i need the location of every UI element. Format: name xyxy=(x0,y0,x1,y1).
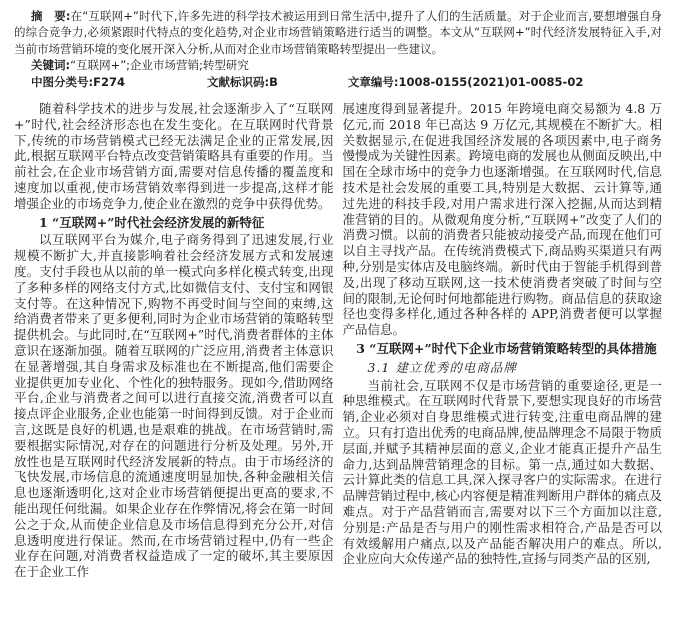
keywords-label: 关键词: xyxy=(31,58,71,73)
section1-heading: 1 “互联网+”时代社会经济发展的新特征 xyxy=(39,214,265,230)
clc-label: 中图分类号: xyxy=(31,74,94,89)
section3-1-paragraph: 当前社会,互联网不仅是市场营销的重要途径,更是一种思维模式。在互联网时代背景下,要想实现良好的市场营销,企业必须对自身思维模式进行转变,注重电商品牌的建立。只有打造出优秀的电商品牌,使品牌理念不局限于物质层面,并赋予其精神层面的意义,企业才能真正提升产品生命力,达到品牌营销理念的目标。第一点,通过如大数据、云计算此类的信息工具,深入探寻客户的实际需求。在进行品牌营销过程中,核心内容便是精准判断用户群体的痛点及难点。对于产品营销而言,需要对以下三个方面加以注意,分别是:产品是否与用户的刚性需求相符合,产品是否可以有效缓解用户痛点,以及产品能否解决用户的难点。所以,企业应向大众传递产品的独特性,宣扬与同类产品的区别, xyxy=(342,377,662,567)
section1-paragraph: 以互联网平台为媒介,电子商务得到了迅速发展,行业规模不断扩大,并直接影响着社会经济发展方式和发展速度。支付手段也从以前的单一模式向多样化模式转变,出现了多种多样的网络支付方式,比如微信支付、支付宝和网银支付等。在这种情况下,购物不再受时间与空间的束缚,这给消费者带来了更多便利,同时为企业市场营销的策略转型提供机会。与此同时,在“互联网+”时代,消费者群体的主体意识在逐渐加强。随着互联网的广泛应用,消费者主体意识在显著增强,其自身需求及标准也在不断提高,他们需要企业提供更加专业化、个性化的独特服务。现如今,借助网络平台,企业与消费者之间可以进行直接交流,消费者可以直接点评企业服务,企业也能第一时间得到反馈。对于企业而言,这既是良好的机遇,也是艰难的挑战。在市场营销时,需要根据实际情况,对存在的问题进行分析及处理。另外,开放性也是互联网时代经济发展新的特点。由于市场经济的飞快发展,市场信息的流通速度明显加快,各种金融相关信息也逐渐透明化,这对企业市场营销便提出更高的要求,不能出现任何纰漏。如果企业存在作弊情况,将会在第一时间公之于众,从而使企业信息及市场信息得到充分公开,对信息透明度进行保证。然而,在市场营销过程中,仍有一些企业存在问题,对消费者权益造成了一定的破坏,其主要原因在于企业工作 xyxy=(14,232,334,580)
intro-paragraph: 随着科学技术的进步与发展,社会逐渐步入了“互联网+”时代,社会经济形态也在发生变化。在互联网时代背景下,传统的市场营销模式已经无法满足企业的正常发展,因此,根据互联网平台特点改变营销策略具有重要的作用。当前社会,在企业市场营销方面,需要对信息传播的覆盖度和速度加以重视,使市场营销效率得到进一步提高,这样才能增强企业的市场竞争力,使企业在激烈的竞争中获得优势。 xyxy=(14,101,334,211)
keywords-row xyxy=(14,57,662,73)
article-header xyxy=(14,8,662,90)
keywords-text: “互联网+”;企业市场营销;转型研究 xyxy=(70,58,249,73)
clc-value: F274 xyxy=(93,74,125,89)
abstract-paragraph xyxy=(14,8,662,57)
doc-code-label: 文献标识码: xyxy=(206,74,270,89)
article-no-value: 1008-0155(2021)01-0085-02 xyxy=(398,74,584,89)
left-column xyxy=(14,101,334,580)
abstract-text: 在“互联网+”时代下,许多先进的科学技术被运用到日常生活中,提升了人们的生活质量。对于企业而言,要想增强自身的综合竞争力,必须紧跟时代特点的变化趋势,对企业市场营销策略进行适当的调整。本文从“互联网+”时代经济发展特征入手,对当前市场营销环境的变化展开深入分析,从而对企业市场营销策略转型提出一些建议。 xyxy=(14,9,662,56)
doc-code-item xyxy=(207,74,278,90)
doc-code-value: B xyxy=(269,74,278,89)
abstract-label: 摘 要: xyxy=(31,9,71,23)
article-no-item xyxy=(348,74,583,90)
classification-row xyxy=(14,74,662,90)
section3-heading: 3 “互联网+”时代下企业市场营销策略转型的具体措施 xyxy=(356,340,657,356)
right-column xyxy=(343,101,663,580)
section3-1-heading: 3.1 建立优秀的电商品牌 xyxy=(367,359,517,375)
body-columns xyxy=(14,101,662,580)
clc-item xyxy=(31,74,125,90)
article-no-label: 文章编号: xyxy=(347,74,399,89)
continuation-paragraph: 展速度得到显著提升。2015 年跨境电商交易额为 4.8 万亿元,而 2018 年已高达 9 万亿元,其规模在不断扩大。相关数据显示,在促进我国经济发展的各项因素中,电子商务慢慢成为关键性因素。跨境电商的发展也从侧面反映出,中国在全球市场中的竞争力也逐渐增强。在互联网时代,信息技术是社会发展的重要工具,特别是大数据、云计算等,通过先进的科技手段,对用户需求进行深入挖掘,从而达到精准营销的目的。从微观角度分析,“互联网+”改变了人们的消费习惯。以前的消费者只能被动接受产品,而现在他们可以自主寻找产品。在传统消费模式下,商品购买渠道只有两种,分别是实体店及电脑终端。新时代由于智能手机得到普及,出现了移动互联网,这一技术使消费者突破了时间与空间的限制,无论何时何地都能进行购物。商品信息的获取途径也变得多样化,通过各种各样的 APP,消费者便可以掌握产品信息。 xyxy=(342,101,662,338)
